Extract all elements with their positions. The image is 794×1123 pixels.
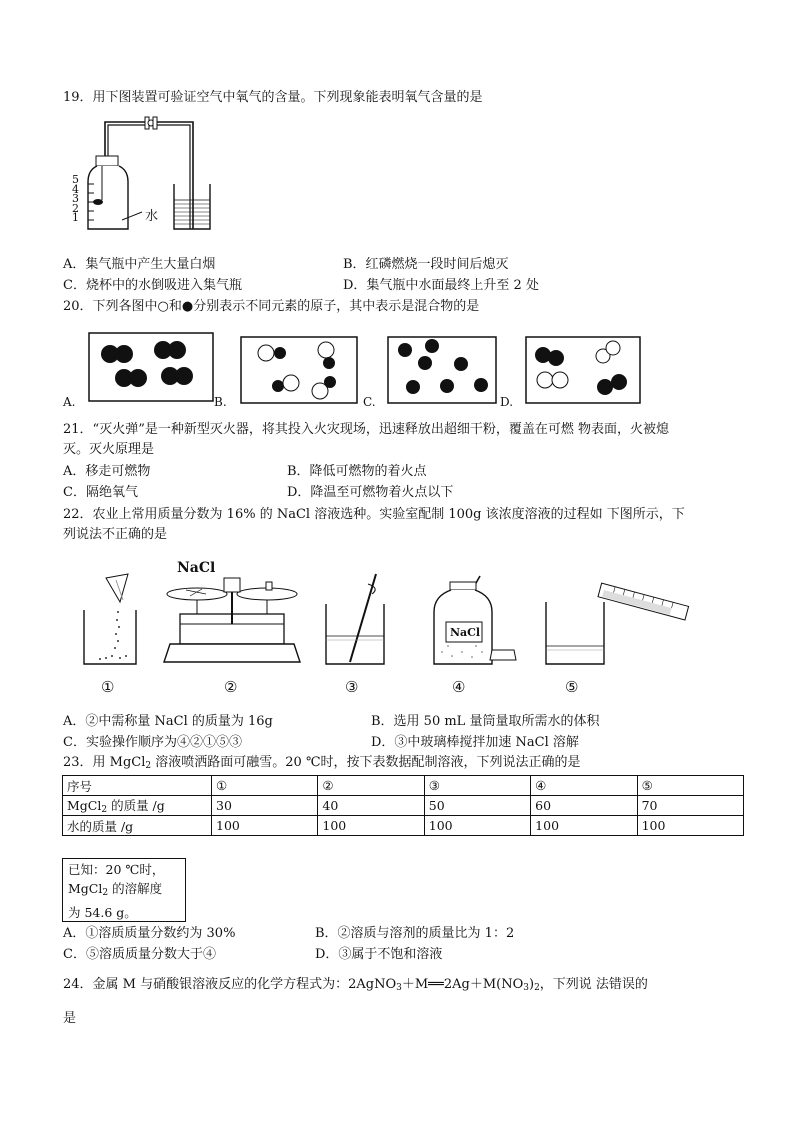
q22-option-c: C．实验操作顺序为④②①⑤③ [63, 735, 242, 750]
q22-step-1-label: ① [101, 678, 115, 696]
q20-stem: 20．下列各图中○和●分别表示不同元素的原子，其中表示是混合物的是 [63, 299, 480, 314]
q20-label-b: B. [214, 395, 227, 409]
q19-option-c: C．烧杯中的水倒吸进入集气瓶 [63, 278, 242, 293]
q19-option-b: B．红磷燃烧一段时间后熄灭 [343, 257, 509, 272]
q21-stem-2: 灭。灭火原理是 [63, 442, 155, 457]
q22-nacl-label-bottle: NaCl [450, 626, 481, 639]
q23-data-table [62, 775, 744, 836]
table-row: MgCl$_2$ 的质量 /g 30 40 50 60 70 [63, 796, 744, 816]
table-row: 序号 ① ② ③ ④ ⑤ [63, 776, 744, 796]
q20-label-d: D. [500, 395, 514, 409]
q22-step5-figure [540, 580, 690, 670]
q22-stem-1: 22．农业上常用质量分数为 16% 的 NaCl 溶液选种。实验室配制 100g 该浓度溶液的过程如 下图所示，下 [63, 507, 685, 522]
q22-step3-figure [320, 572, 390, 672]
q23-known-box: 已知：20 ℃时， MgCl$_2$ 的溶解度 为 54.6 g。 [62, 858, 186, 922]
q19-option-d: D．集气瓶中水面最终上升至 2 处 [343, 278, 539, 293]
q20-label-a: A. [63, 395, 76, 409]
q22-step1-figure [76, 572, 148, 672]
q19-stem: 19．用下图装置可验证空气中氧气的含量。下列现象能表明氧气含量的是 [63, 90, 483, 105]
q24-stem: 24．金属 M 与硝酸银溶液反应的化学方程式为：$2AgNO_3+M══2Ag+M(NO_3)_2$，下列说 法错误的 [63, 977, 648, 993]
q22-option-a: A．②中需称量 NaCl 的质量为 16g [63, 714, 273, 729]
q23-stem: 23．用 MgCl$_2$ 溶液喷洒路面可融雪。20 ℃时，按下表数据配制溶液，下列说法正确的是 [63, 755, 581, 771]
q23-option-c: C．⑤溶质质量分数大于④ [63, 947, 216, 962]
q20-box-a [88, 332, 214, 402]
q22-step4-bottle [428, 572, 524, 672]
q23-option-b: B．②溶质与溶剂的质量比为 1：2 [315, 926, 515, 941]
q21-option-a: A．移走可燃物 [63, 464, 151, 479]
q22-step-2-label: ② [224, 678, 238, 696]
q23-option-d: D．③属于不饱和溶液 [315, 947, 443, 962]
q19-water-label: 水 [145, 209, 159, 224]
q22-option-d: D．③中玻璃棒搅拌加速 NaCl 溶解 [371, 735, 579, 750]
q21-option-c: C．隔绝氧气 [63, 485, 138, 500]
q23-option-a: A．①溶质质量分数约为 30% [63, 926, 236, 941]
q22-step-3-label: ③ [345, 678, 359, 696]
q19-scale: 5 4 3 2 1 [72, 173, 79, 224]
q21-option-d: D．降温至可燃物着火点以下 [287, 485, 454, 500]
q21-option-b: B．降低可燃物的着火点 [287, 464, 427, 479]
q22-stem-2: 列说法不正确的是 [63, 527, 168, 542]
table-row: 水的质量 /g 100 100 100 100 100 [63, 816, 744, 836]
q24-stem-2: 是 [63, 1011, 77, 1026]
q22-option-b: B．选用 50 mL 量筒量取所需水的体积 [371, 714, 600, 729]
q20-box-c [387, 336, 497, 404]
q20-label-c: C. [363, 395, 376, 409]
q20-box-b [240, 336, 358, 404]
q20-box-d [525, 336, 641, 404]
q22-nacl-label-balance: NaCl [177, 560, 216, 576]
q22-step-4-label: ④ [452, 678, 466, 696]
q22-step-5-label: ⑤ [565, 678, 579, 696]
q19-option-a: A．集气瓶中产生大量白烟 [63, 257, 216, 272]
q21-stem-1: 21．“灭火弹”是一种新型灭火器，将其投入火灾现场，迅速释放出超细干粉，覆盖在可燃 物表面，火被熄 [63, 422, 669, 437]
q22-step2-balance [162, 572, 302, 672]
